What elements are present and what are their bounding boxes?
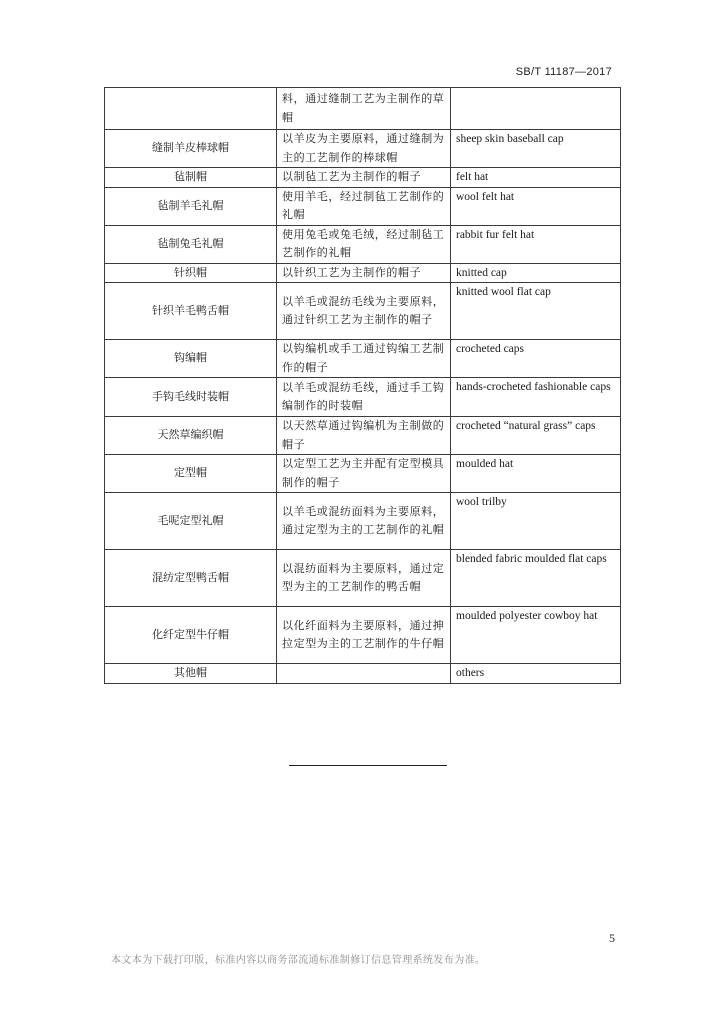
table-cell-description: 以钩编机或手工通过钩编工艺制作的帽子 [277, 340, 451, 378]
table-cell-name: 天然草编织帽 [105, 417, 277, 455]
table-cell-name: 化纤定型牛仔帽 [105, 607, 277, 664]
table-cell-name [105, 88, 277, 130]
table-cell-name: 其他帽 [105, 664, 277, 684]
table-row [105, 340, 621, 378]
table-row [105, 88, 621, 130]
table-row [105, 664, 621, 684]
table-row [105, 263, 621, 283]
table-cell-name: 毡制帽 [105, 168, 277, 188]
end-of-document-rule [289, 765, 447, 766]
table-cell-english: crocheted “natural grass” caps [451, 417, 621, 455]
table-cell-english: moulded polyester cowboy hat [451, 607, 621, 664]
table-row [105, 455, 621, 493]
table-cell-english: knitted wool flat cap [451, 283, 621, 340]
table-row [105, 130, 621, 168]
table-cell-name: 毛呢定型礼帽 [105, 493, 277, 550]
table-cell-english: rabbit fur felt hat [451, 225, 621, 263]
page-number: 5 [609, 931, 615, 945]
table-cell-english: wool felt hat [451, 187, 621, 225]
table-cell-english: hands-crocheted fashionable caps [451, 378, 621, 417]
table-cell-description: 料，通过缝制工艺为主制作的草帽 [277, 88, 451, 130]
table-cell-description: 使用兔毛或兔毛绒，经过制毡工艺制作的礼帽 [277, 225, 451, 263]
table-cell-description: 以定型工艺为主并配有定型模具制作的帽子 [277, 455, 451, 493]
table-cell-description: 以羊皮为主要原料，通过缝制为主的工艺制作的棒球帽 [277, 130, 451, 168]
table-cell-name: 毡制羊毛礼帽 [105, 187, 277, 225]
table-row [105, 550, 621, 607]
table-cell-name: 针织帽 [105, 263, 277, 283]
table-cell-english: blended fabric moulded flat caps [451, 550, 621, 607]
table-row [105, 283, 621, 340]
table-row [105, 225, 621, 263]
table-cell-description: 以羊毛或混纺毛线为主要原料，通过针织工艺为主制作的帽子 [277, 283, 451, 340]
table-row [105, 378, 621, 417]
table-row [105, 607, 621, 664]
table-cell-description: 以羊毛或混纺毛线，通过手工钩编制作的时装帽 [277, 378, 451, 417]
table-cell-description: 以制毡工艺为主制作的帽子 [277, 168, 451, 188]
table-cell-name: 定型帽 [105, 455, 277, 493]
table-cell-description: 以混纺面料为主要原料，通过定型为主的工艺制作的鸭舌帽 [277, 550, 451, 607]
table-cell-english: crocheted caps [451, 340, 621, 378]
table-cell-english: felt hat [451, 168, 621, 188]
terms-table-container [104, 87, 620, 684]
table-cell-english: others [451, 664, 621, 684]
table-cell-english: moulded hat [451, 455, 621, 493]
table-cell-name: 混纺定型鸭舌帽 [105, 550, 277, 607]
table-cell-description: 以化纤面料为主要原料，通过抻拉定型为主的工艺制作的牛仔帽 [277, 607, 451, 664]
footer-disclaimer: 本文本为下载打印版，标准内容以商务部流通标准制修订信息管理系统发布为准。 [111, 955, 486, 966]
table-row [105, 417, 621, 455]
table-cell-english: knitted cap [451, 263, 621, 283]
table-cell-description: 以针织工艺为主制作的帽子 [277, 263, 451, 283]
table-row [105, 187, 621, 225]
table-cell-description [277, 664, 451, 684]
table-cell-description: 以天然草通过钩编机为主制做的帽子 [277, 417, 451, 455]
table-cell-english [451, 88, 621, 130]
table-cell-description: 使用羊毛，经过制毡工艺制作的礼帽 [277, 187, 451, 225]
table-row [105, 493, 621, 550]
table-cell-name: 缝制羊皮棒球帽 [105, 130, 277, 168]
table-cell-name: 手钩毛线时装帽 [105, 378, 277, 417]
table-cell-name: 钩编帽 [105, 340, 277, 378]
table-cell-english: wool trilby [451, 493, 621, 550]
table-cell-name: 针织羊毛鸭舌帽 [105, 283, 277, 340]
standard-code: SB/T 11187—2017 [515, 66, 612, 78]
table-cell-name: 毡制兔毛礼帽 [105, 225, 277, 263]
table-cell-english: sheep skin baseball cap [451, 130, 621, 168]
table-row [105, 168, 621, 188]
terms-table [104, 87, 621, 684]
table-cell-description: 以羊毛或混纺面料为主要原料，通过定型为主的工艺制作的礼帽 [277, 493, 451, 550]
